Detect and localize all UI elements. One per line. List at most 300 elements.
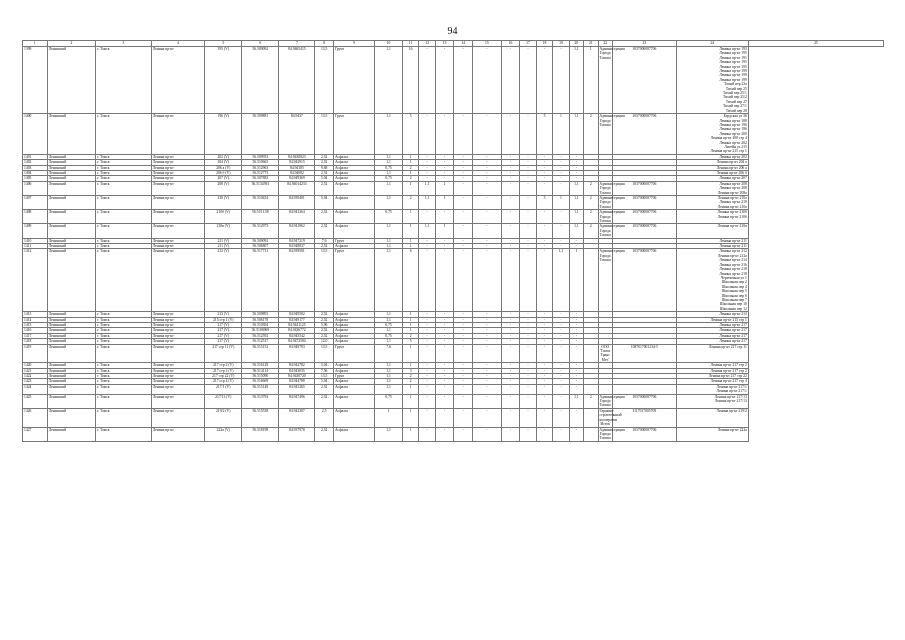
value-cell-c13: - [435,238,454,243]
latitude-cell: 56.509092 [242,47,279,114]
count-cell: 1 [402,224,418,238]
value-cell-c15: - [472,333,501,338]
value-cell-c13: - [435,210,454,224]
value-cell-c16: - [501,196,520,210]
volume-cell: 1,1 [375,317,403,322]
owner-cell: Администрация Города Томска [598,47,612,114]
value-cell-c17: - [520,224,536,238]
count-cell: 1 [402,344,418,363]
surface-cell: Асфальт [333,165,374,170]
area-cell: 7,6 [315,238,334,243]
city-cell: г. Томск [96,368,152,373]
longitude-cell: 84.943035 [279,368,315,373]
area-cell: 2,52 [315,394,334,408]
value-cell-c20: - [569,363,583,368]
row-id-cell: 1418 [23,339,48,344]
area-cell: 2,52 [315,317,334,322]
address-line: Ленина пр-кт 219/2 [716,408,747,413]
row-id-cell: 1412 [23,249,48,312]
house-cell: 207 (V) [205,176,242,181]
row-id-cell: 1409 [23,224,48,238]
district-cell: Ленинский [47,170,95,175]
volume-cell: 1,1 [375,196,403,210]
volume-cell: 1,1 [375,170,403,175]
longitude-cell: 84.944788 [279,379,315,384]
house-cell: 217 стр 2 (V) [205,363,242,368]
city-cell: г. Томск [96,344,152,363]
value-cell-c12: - [419,47,435,114]
value-cell-c14: - [454,312,473,317]
longitude-cell: 84.945265 [279,384,315,394]
row-id-cell: 1425 [23,394,48,408]
value-cell-c16: - [501,224,520,238]
value-cell-c12: - [419,170,435,175]
row-id-cell: 1427 [23,427,48,441]
surface-cell: Асфальт [333,427,374,441]
house-cell: 210в (V) [205,224,242,238]
value-cell-c19: - [553,344,569,363]
value-cell-c18: - [536,317,552,322]
district-cell: Ленинский [47,238,95,243]
owner-cell: Администрация Города Томска [599,427,625,441]
address-line: Черепичная ул 1 [720,275,747,280]
surface-cell: Асфальт [333,224,374,238]
owner-cell: Администрация Города Томска [598,249,612,312]
volume-cell: 1,1 [375,363,403,368]
value-cell-c12: - [419,176,435,181]
street-cell: Ленина пр-кт [151,322,205,327]
house-cell: 206 б (V) [205,170,242,175]
column-number-8: 8 [315,41,334,47]
value-cell-c16: - [501,363,520,368]
value-cell-c13: - [435,160,454,165]
district-cell: Ленинский [47,379,95,384]
row-id-cell: 1417 [23,333,48,338]
value-cell-c21: 2 [584,181,598,195]
latitude-cell: 56.510394 [242,322,279,327]
value-cell-c18: - [536,224,552,238]
ogrn-cell: 1037000087706 [612,196,676,210]
longitude-cell: 84.9472584 [279,339,315,344]
value-cell-c15: - [472,317,501,322]
value-cell-c13: - [435,114,454,155]
area-cell: 2,52 [315,181,334,195]
row-id-cell: 1408 [23,210,48,224]
value-cell-c13: - [435,368,454,373]
address-line: Ленина пр-кт 202 [719,154,747,159]
value-cell-c20: - [569,379,583,384]
row-id-cell: 1406 [23,181,48,195]
count-cell: 1 [402,427,418,441]
value-cell-c15: - [472,363,501,368]
volume-cell: 0,75 [375,333,403,338]
district-cell: Ленинский [47,368,95,373]
city-cell: г. Томск [96,47,152,114]
value-cell-c16: - [501,244,520,249]
value-cell-c17: - [520,160,536,165]
district-cell: Ленинский [47,363,95,368]
latitude-cell: 56.509881 [242,114,279,155]
longitude-cell: 84.9441125 [279,322,315,327]
longitude-cell: 84.949793 [279,344,315,363]
value-cell-c12: - [419,339,435,344]
area-cell: 2,52 [315,328,334,333]
surface-cell: Асфальт [333,328,374,333]
latitude-cell: 56.513793 [242,394,279,408]
value-cell-c13: - [435,394,454,408]
count-cell: 1 [402,328,418,333]
volume-cell: 1,1 [375,238,403,243]
value-cell-c14: - [454,328,473,333]
address-line: Ленина пр-кт 208а [717,190,747,195]
street-cell: Ленина пр-кт [151,344,205,363]
street-cell: Ленина пр-кт [151,394,205,408]
street-cell: Ленина пр-кт [151,165,205,170]
longitude-cell: 84.94014233 [279,181,315,195]
value-cell-c15: - [472,379,501,384]
latitude-cell: 56.515149 [242,384,279,394]
house-cell: 210 (V) [205,196,242,210]
value-cell-c17: - [520,374,536,379]
value-cell-c18: - [536,47,552,114]
latitude-cell: 56.5151.58 [242,210,279,224]
area-cell: 5,04 [315,176,334,181]
longitude-cell: 84.9436772 [279,328,315,333]
column-number-10: 10 [375,41,403,47]
value-cell-c15: - [472,368,501,373]
street-cell: Ленина пр-кт [151,176,205,181]
house-cell: 217 стр 22 (V) [205,374,242,379]
value-cell-c12: 1,1 [419,181,435,195]
count-cell: 1 [402,384,418,394]
value-cell-c13: 1 [435,196,454,210]
column-number-21: 21 [584,41,598,47]
value-cell-c20: - [569,427,583,441]
surface-cell: Грунт [333,249,374,312]
value-cell-c18: - [536,312,552,317]
value-cell-c13: - [435,333,454,338]
district-cell: Ленинский [47,244,95,249]
column-number-19: 19 [553,41,569,47]
district-cell: Ленинский [47,176,95,181]
longitude-cell: 84.949177 [279,317,315,322]
longitude-cell: 84.947496 [279,394,315,408]
address-line: Ленина пр-кт 210 [719,200,747,205]
district-cell: Ленинский [47,312,95,317]
surface-cell: Асфальт [333,196,374,210]
latitude-cell: 56.512517 [242,339,279,344]
address-line: Тихий пер 23а [724,82,747,87]
area-cell: 5,96 [315,322,334,327]
value-cell-c15: - [472,196,501,210]
street-cell: Ленина пр-кт [151,160,205,165]
latitude-cell: 56.515538 [242,408,279,427]
value-cell-c15: - [472,165,501,170]
value-cell-c12: - [419,374,435,379]
value-cell-c18: - [536,408,552,427]
address-line: Ленина пр-кт 215 стр 1 [710,149,747,154]
value-cell-c13: - [435,379,454,384]
value-cell-c18: - [536,165,552,170]
count-cell: 5 [402,339,418,344]
district-cell: Ленинский [47,114,95,155]
area-cell: 13,5 [315,344,334,363]
value-cell-c16: - [501,312,520,317]
latitude-cell: 56.512592 [242,333,279,338]
address-line: Ленина пр-кт 211 [719,238,747,243]
value-cell-c18: - [536,244,552,249]
address-line: Тихий пер 25 [725,86,747,91]
volume-cell: 1,1 [375,339,403,344]
longitude-cell: 84.939401 [279,196,315,210]
row-id-cell: 1404 [23,170,48,175]
value-cell-c18: - [536,170,552,175]
value-cell-c20: - [569,154,583,159]
surface-cell: Асфальт [333,333,374,338]
page-number: 94 [447,26,458,37]
surface-cell: Грунт [333,47,374,114]
table-row [23,210,884,224]
addresses-cell [676,47,748,114]
row-id-cell: 1416 [23,328,48,333]
value-cell-c21 [584,408,598,427]
value-cell-c15: - [472,114,501,155]
column-number-23: 23 [612,41,676,47]
value-cell-c14: - [454,368,473,373]
value-cell-c16: - [501,170,520,175]
value-cell-c18: - [536,427,552,441]
house-cell: 211 (V) [205,238,242,243]
value-cell-c16: - [501,210,520,224]
street-cell: Ленина пр-кт [151,374,205,379]
count-cell: 1 [402,408,418,427]
value-cell-c16: - [501,114,520,155]
value-cell-c18: - [536,374,552,379]
address-line: Ленина пр-кт 199 [719,77,747,82]
area-cell: 5,04 [315,196,334,210]
addresses-cell [676,394,748,408]
count-cell: 2 [402,379,418,384]
addresses-cell [676,384,748,394]
count-cell: 16 [402,47,418,114]
house-cell: 217 стр 11 (V) [205,344,242,363]
address-line: Школьная пер 4 [721,284,747,289]
value-cell-c12: - [419,328,435,333]
value-cell-c19: - [553,312,569,317]
volume-cell: 1,1 [375,368,403,373]
value-cell-c19: - [553,333,569,338]
value-cell-c14: - [454,317,473,322]
value-cell-c16: - [501,427,520,441]
value-cell-c12: - [419,333,435,338]
value-cell-c19: - [553,165,569,170]
latitude-cell: 56.516129 [242,363,279,368]
value-cell-c17: - [520,249,536,312]
street-cell: Ленина пр-кт [151,196,205,210]
count-cell: 1 [402,244,418,249]
city-cell: г. Томск [96,154,152,159]
volume-cell: 1,1 [375,154,403,159]
value-cell-c13: - [435,328,454,333]
count-cell: 2 [402,374,418,379]
value-cell-c13: - [435,408,454,427]
volume-cell: 1,1 [375,114,403,155]
longitude-cell: 84.949369 [279,176,315,181]
value-cell-c21 [584,427,598,441]
column-number-5: 5 [205,41,242,47]
value-cell-c17: - [520,47,536,114]
area-cell: 5,04 [315,363,334,368]
value-cell-c17: - [520,333,536,338]
surface-cell: Асфальт [333,170,374,175]
value-cell-c15: - [472,344,501,363]
area-cell: 2,52 [315,384,334,394]
value-cell-c20: - [569,176,583,181]
district-cell: Ленинский [47,344,95,363]
column-number-25: 25 [748,41,883,47]
surface-cell: Асфальт [333,379,374,384]
latitude-cell: 56.510454 [242,196,279,210]
value-cell-c19: - [553,339,569,344]
longitude-cell: 84.9465415 [279,47,315,114]
surface-cell: Асфальт [333,384,374,394]
value-cell-c15: - [472,176,501,181]
district-cell: Ленинский [47,333,95,338]
value-cell-c21 [584,384,598,394]
value-cell-c17: - [520,328,536,333]
value-cell-c18: - [536,160,552,165]
value-cell-c20: 1 [569,249,583,312]
value-cell-c13: - [435,154,454,159]
value-cell-c15: - [472,339,501,344]
value-cell-c20: - [569,344,583,363]
house-cell: 217/13 (V) [205,394,242,408]
value-cell-c20: 1,1 [569,394,583,408]
value-cell-c19: - [553,384,569,394]
value-cell-c12: - [419,379,435,384]
house-cell: 217/1 (V) [205,384,242,394]
street-cell: Ленина пр-кт [151,339,205,344]
value-cell-c20: - [569,238,583,243]
value-cell-c20: - [569,322,583,327]
address-line: Ленина пр-кт 210б [717,210,747,215]
longitude-cell: 84.94185 [279,165,315,170]
value-cell-c16: - [501,154,520,159]
street-cell: Ленина пр-кт [151,47,205,114]
value-cell-c18: - [536,333,552,338]
street-cell: Ленина пр-кт [151,333,205,338]
address-line: Школьная пер 5 [721,289,747,294]
street-cell: Ленина пр-кт [151,238,205,243]
value-cell-c16: - [501,384,520,394]
volume-cell: 1,1 [375,244,403,249]
house-cell: 217 стр 2 (V) [205,368,242,373]
row-id-cell: 1414 [23,317,48,322]
value-cell-c17: - [520,210,536,224]
house-cell: 217 (V) [205,328,242,333]
latitude-cell: 56.514114 [242,368,279,373]
value-cell-c12: - [419,363,435,368]
value-cell-c18: - [536,154,552,159]
value-cell-c14: - [454,170,473,175]
value-cell-c13: - [435,312,454,317]
area-cell: 12,0 [315,339,334,344]
latitude-cell: 56.510663 [242,160,279,165]
value-cell-c15: - [472,154,501,159]
address-line: Ленина пр-кт 217 стр 22 [708,374,747,379]
volume-cell: 1 [375,408,403,427]
longitude-cell: 84.941264 [279,210,315,224]
value-cell-c12: - [419,368,435,373]
count-cell: 2 [402,333,418,338]
area-cell: 13,5 [315,47,334,114]
district-cell: Ленинский [47,394,95,408]
row-id-cell: 1423 [23,379,48,384]
volume-cell: 0,75 [375,165,403,170]
city-cell: г. Томск [96,210,152,224]
address-line: Тихий пер 25/2 [723,95,747,100]
column-number-7: 7 [279,41,315,47]
addresses-cell [676,196,748,210]
house-cell: 204 (V) [205,160,242,165]
area-cell: 2,52 [315,333,334,338]
district-cell: Ленинский [47,160,95,165]
row-id-cell: 1419 [23,344,48,363]
count-cell: 1 [402,317,418,322]
row-id-cell: 1399 [23,47,48,114]
column-number-3: 3 [96,41,152,47]
value-cell-c16: - [501,47,520,114]
surface-cell: Асфальт [333,160,374,165]
value-cell-c17: - [520,244,536,249]
value-cell-c20: 1,1 [569,47,583,114]
value-cell-c14: - [454,176,473,181]
volume-cell: 0,75 [375,394,403,408]
value-cell-c14: - [454,154,473,159]
value-cell-c20: - [569,160,583,165]
house-cell: 217 (V) [205,322,242,327]
count-cell: 1 [402,322,418,327]
value-cell-c17: - [520,176,536,181]
value-cell-c16: - [501,408,520,427]
column-number-9: 9 [333,41,374,47]
address-line: Ленина пр-кт 213 [719,312,747,317]
house-cell: 217 стр 4 (V) [205,379,242,384]
house-cell: 196 (V) [205,114,242,155]
house-cell: 211 (V) [205,244,242,249]
value-cell-c19: - [553,427,569,441]
ogrn-cell: 1037000087706 [612,181,676,195]
value-cell-c12: - [419,210,435,224]
surface-cell: Асфальт [333,363,374,368]
house-cell: 215 стр 1 (V) [205,317,242,322]
value-cell-c14: - [454,427,473,441]
owner-cell [598,384,612,394]
house-cell: 219/2 (V) [205,408,242,427]
value-cell-c15: - [472,160,501,165]
street-cell: Ленина пр-кт [151,363,205,368]
value-cell-c13: - [435,47,454,114]
owner-cell: ООО 'Томск Транс Мет' [598,344,612,363]
longitude-cell: 84.94082 [279,170,315,175]
value-cell-c12: - [419,344,435,363]
house-cell: 206 а (V) [205,165,242,170]
city-cell: г. Томск [96,312,152,317]
longitude-cell: 84.941862 [279,224,315,238]
value-cell-c20: - [569,170,583,175]
street-cell: Ленина пр-кт [151,244,205,249]
value-cell-c16: - [501,379,520,384]
